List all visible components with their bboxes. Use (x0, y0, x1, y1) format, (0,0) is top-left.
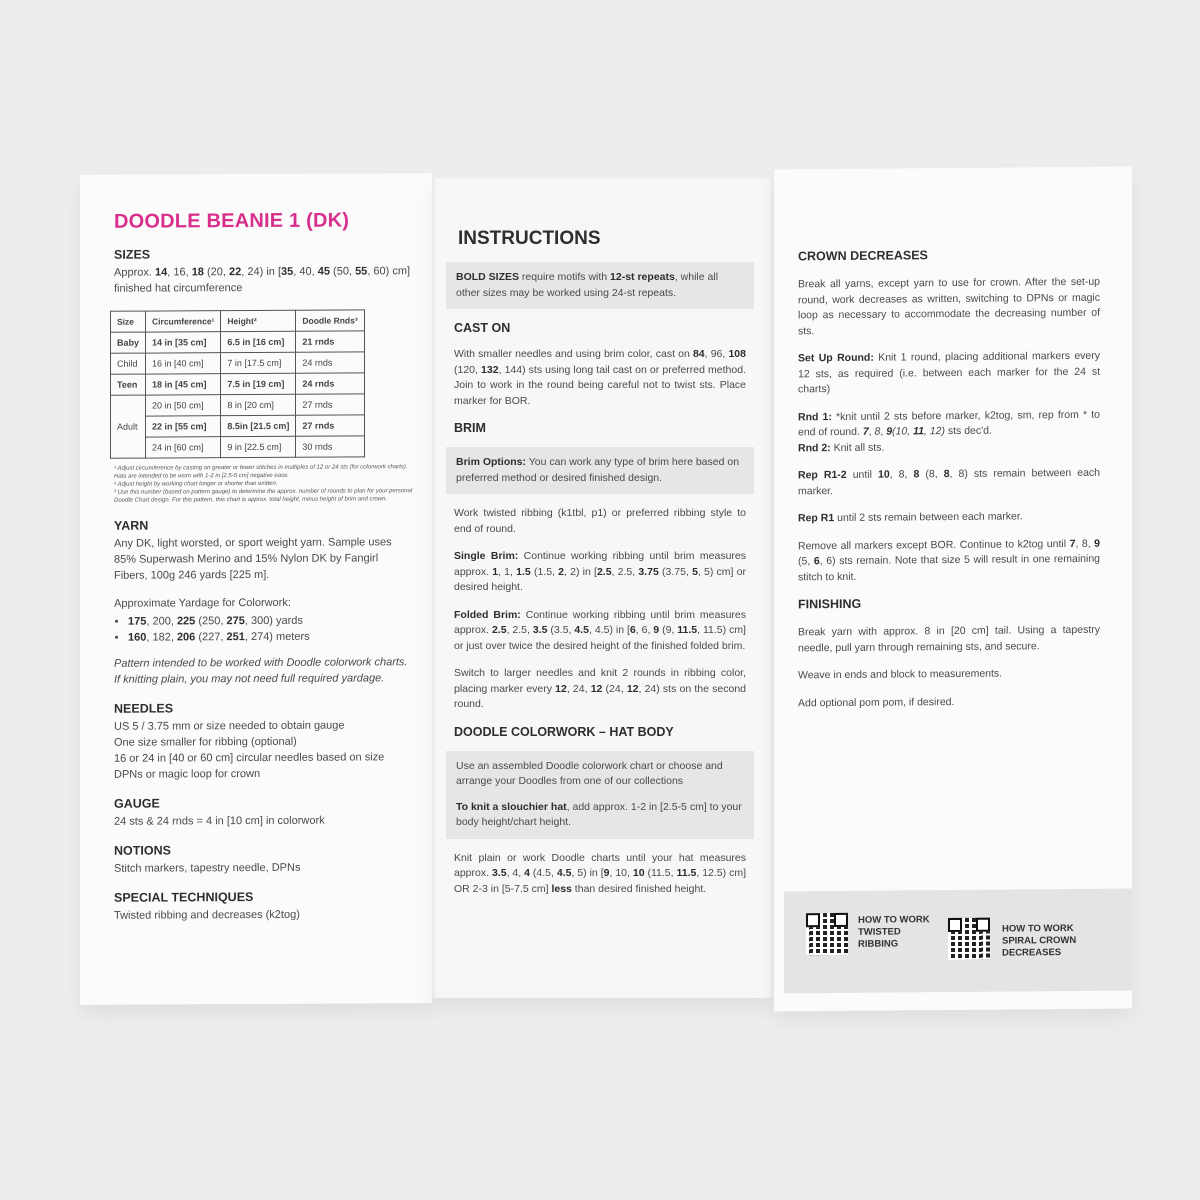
instructions-title: INSTRUCTIONS (458, 228, 601, 249)
special-techniques-heading: SPECIAL TECHNIQUES (114, 890, 254, 905)
table-cell: 6.5 in [16 cm] (221, 331, 296, 352)
table-cell: 24 in [60 cm] (146, 437, 221, 458)
single-brim-text: Single Brim: Continue working ribbing until brim measures approx. 1, 1, 1.5 (1.5, 2, 2) in [2.5, 2.5, 3.75 (3.75, 5, 5) cm] or desired height. (454, 550, 747, 593)
notions-section (114, 842, 414, 877)
needles-line: One size smaller for ribbing (optional) (114, 735, 297, 749)
rep-r1-2-text: Rep R1-2 until 10, 8, 8 (8, 8, 8) sts remain between each marker. (798, 466, 1101, 497)
table-cell: 16 in [40 cm] (146, 353, 221, 374)
crown-decreases-heading: CROWN DECREASES (798, 248, 928, 264)
needles-line: US 5 / 3.75 mm or size needed to obtain gauge (114, 719, 345, 733)
pattern-title: DOODLE BEANIE 1 (DK) (114, 209, 350, 233)
crown-intro-text: Break all yarns, except yarn to use for crown. After the set-up round, work decreases as written, switching to DPNs or magic loop as necessary to accommodate the decreasing number of sts. (798, 275, 1100, 337)
knit-plain-text: Knit plain or work Doodle charts until your hat measures approx. 3.5, 4, 4 (4.5, 4.5, 5) in [9, 10, 10 (11.5, 11.5, 12.5) cm] OR 2-3 in [5-7.5 cm] less than desired finished height. (454, 851, 746, 895)
brim-options-note (446, 447, 754, 494)
table-cell: 24 rnds (296, 373, 364, 394)
sizes-section (114, 246, 414, 505)
table-cell: 9 in [22.5 cm] (221, 436, 296, 457)
yarn-note: Pattern intended to be worked with Doodle colorwork charts. If knitting plain, you may not need full required yardage. (114, 656, 408, 686)
qr-code-icon[interactable] (806, 913, 848, 955)
brim-heading: BRIM (454, 421, 486, 435)
middle-content (454, 228, 746, 909)
table-cell: Child (111, 353, 146, 374)
sizes-heading: SIZES (114, 247, 151, 262)
footnote: ³ Use this number (based on pattern gauge) to determine the approx. number of rounds to plan for your personal Doodle Chart design. For this pattern, this chart is approx. total height, minus height of brim and crown. (114, 488, 413, 504)
notions-heading: NOTIONS (114, 843, 171, 858)
rnd2-text: Rnd 2: Knit all sts. (798, 441, 885, 454)
gauge-section (114, 795, 414, 830)
finishing-text: Add optional pom pom, if desired. (798, 695, 955, 709)
qr-code-band (784, 888, 1132, 993)
folded-brim-text: Folded Brim: Continue working ribbing until brim measures approx. 2.5, 2.5, 3.5 (3.5, 4.5, 4.5) in [6, 6, 9 (9, 11.5, 11.5) cm] or just over twice the desired height of the finished folded brim. (454, 608, 747, 652)
finishing-heading: FINISHING (798, 596, 862, 612)
yardage-item: • 160, 182, 206 (227, 251, 274) meters (128, 628, 414, 645)
finishing-text: Weave in ends and block to measurements. (798, 667, 1003, 682)
colorwork-note (446, 751, 754, 839)
right-content (798, 247, 1100, 724)
table-row (111, 352, 365, 374)
cast-on-text: With smaller needles and using brim color, cast on 84, 96, 108 (120, 132, 144) sts using long tail cast on or preferred method. Join to work in the round being careful not to twist sts. Place marker for BOR. (454, 348, 746, 407)
left-panel (80, 173, 432, 1005)
left-content (114, 209, 414, 938)
table-cell: 7.5 in [19 cm] (221, 373, 296, 394)
table-cell: 7 in [17.5 cm] (221, 352, 296, 373)
table-cell: Baby (111, 332, 146, 353)
gauge-text: 24 sts & 24 rnds = 4 in [10 cm] in colorwork (114, 814, 325, 828)
table-row (111, 415, 365, 437)
switch-needles-text: Switch to larger needles and knit 2 rounds in ribbing color, placing marker every 12, 24, 12 (24, 12, 24) sts on the second round. (454, 667, 746, 710)
table-footnotes (114, 463, 414, 505)
notions-text: Stitch markers, tapestry needle, DPNs (114, 861, 301, 875)
table-cell: 14 in [35 cm] (146, 332, 221, 353)
rnd1-text: Rnd 1: *knit until 2 sts before marker, k2tog, sm, rep from * to end of round. 7, 8, 9(10, 11, 12) sts dec'd. (798, 408, 1100, 439)
footnote: ¹ Adjust circumference by casting on greater or fewer stitches in multiples of 12 or 24 sts (for colorwork charts). Hats are intended to be worn with 1-2 in [2.5-5 cm] negative ease. (114, 464, 408, 480)
footnote: ² Adjust height by working chart longer or shorter than written. (114, 480, 278, 488)
table-cell: 27 rnds (296, 394, 364, 415)
qr-label-twisted-ribbing: HOW TO WORK TWISTED RIBBING (858, 914, 930, 950)
table-row (111, 373, 365, 395)
brim-ribbing-text: Work twisted ribbing (k1tbl, p1) or preferred ribbing style to end of round. (454, 507, 746, 535)
yarn-section (114, 517, 414, 688)
middle-panel (432, 178, 774, 998)
remove-markers-text: Remove all markers except BOR. Continue to k2tog until 7, 8, 9 (5, 6, 6) sts remain. Note that size 5 will result in one remaining stitch to knit. (798, 537, 1101, 583)
table-cell: 21 rnds (296, 331, 364, 352)
needles-heading: NEEDLES (114, 701, 174, 716)
yardage-label: Approximate Yardage for Colorwork: (114, 596, 291, 610)
special-techniques-text: Twisted ribbing and decreases (k2tog) (114, 908, 300, 922)
table-cell: 24 rnds (296, 352, 364, 373)
colorwork-text: Use an assembled Doodle colorwork chart or choose and arrange your Doodles from one of our collections (456, 759, 723, 787)
bold-sizes-text: BOLD SIZES require motifs with 12-st repeats, while all other sizes may be worked using 24-st repeats. (456, 271, 719, 299)
rep-r1-text: Rep R1 until 2 sts remain between each marker. (798, 510, 1023, 525)
qr-code-icon[interactable] (948, 918, 990, 960)
gauge-heading: GAUGE (114, 796, 160, 811)
table-row (111, 436, 365, 458)
table-cell: Teen (111, 374, 146, 395)
setup-round-text: Set Up Round: Knit 1 round, placing additional markers every 12 sts, as required (i.e. between each marker for the 24 st charts) (798, 349, 1100, 396)
slouchier-text: To knit a slouchier hat, add approx. 1-2 in [2.5-5 cm] to your body height/chart height. (456, 800, 742, 828)
right-panel (774, 166, 1132, 1011)
finishing-text: Break yarn with approx. 8 in [20 cm] tail. Using a tapestry needle, pull yarn through remaining sts, and secure. (798, 623, 1100, 654)
yardage-list (114, 612, 414, 646)
table-cell: 8 in [20 cm] (221, 394, 296, 415)
table-cell: 30 rnds (296, 436, 364, 457)
yarn-heading: YARN (114, 518, 149, 533)
table-header-cell: Height² (221, 310, 296, 331)
special-techniques-section (114, 889, 414, 924)
table-header-cell: Doodle Rnds³ (296, 310, 364, 331)
table-header-cell: Circumference¹ (146, 311, 221, 332)
cast-on-heading: CAST ON (454, 321, 511, 335)
table-header-cell: Size (111, 311, 146, 332)
sizes-table (110, 309, 365, 458)
table-cell: 27 rnds (296, 415, 364, 436)
table-cell: 22 in [55 cm] (146, 416, 221, 437)
table-row (111, 331, 365, 353)
table-cell: 8.5in [21.5 cm] (221, 415, 296, 436)
needles-line: DPNs or magic loop for crown (114, 767, 261, 781)
table-cell: 20 in [50 cm] (146, 395, 221, 416)
qr-label-spiral-crown: HOW TO WORK SPIRAL CROWN DECREASES (1002, 922, 1077, 959)
table-header-row (111, 310, 365, 332)
table-row (111, 394, 365, 416)
sizes-text: Approx. 14, 16, 18 (20, 22, 24) in [35, 40, 45 (50, 55, 60) cm] finished hat circumference (114, 265, 411, 295)
yardage-item: • 175, 200, 225 (250, 275, 300) yards (128, 612, 414, 629)
colorwork-heading: DOODLE COLORWORK – HAT BODY (454, 724, 674, 739)
brochure (80, 168, 1132, 1008)
table-cell: 18 in [45 cm] (146, 374, 221, 395)
bold-sizes-note (446, 262, 754, 309)
yarn-text: Any DK, light worsted, or sport weight yarn. Sample uses 85% Superwash Merino and 15% Nylon DK by Fangirl Fibers, 100g 246 yards [225 m]. (114, 536, 392, 582)
brim-options-text: Brim Options: You can work any type of brim here based on preferred method or desired finished design. (456, 456, 740, 484)
needles-line: 16 or 24 in [40 or 60 cm] circular needles based on size (114, 751, 385, 765)
table-cell: Adult (111, 395, 146, 458)
needles-section (114, 700, 414, 783)
